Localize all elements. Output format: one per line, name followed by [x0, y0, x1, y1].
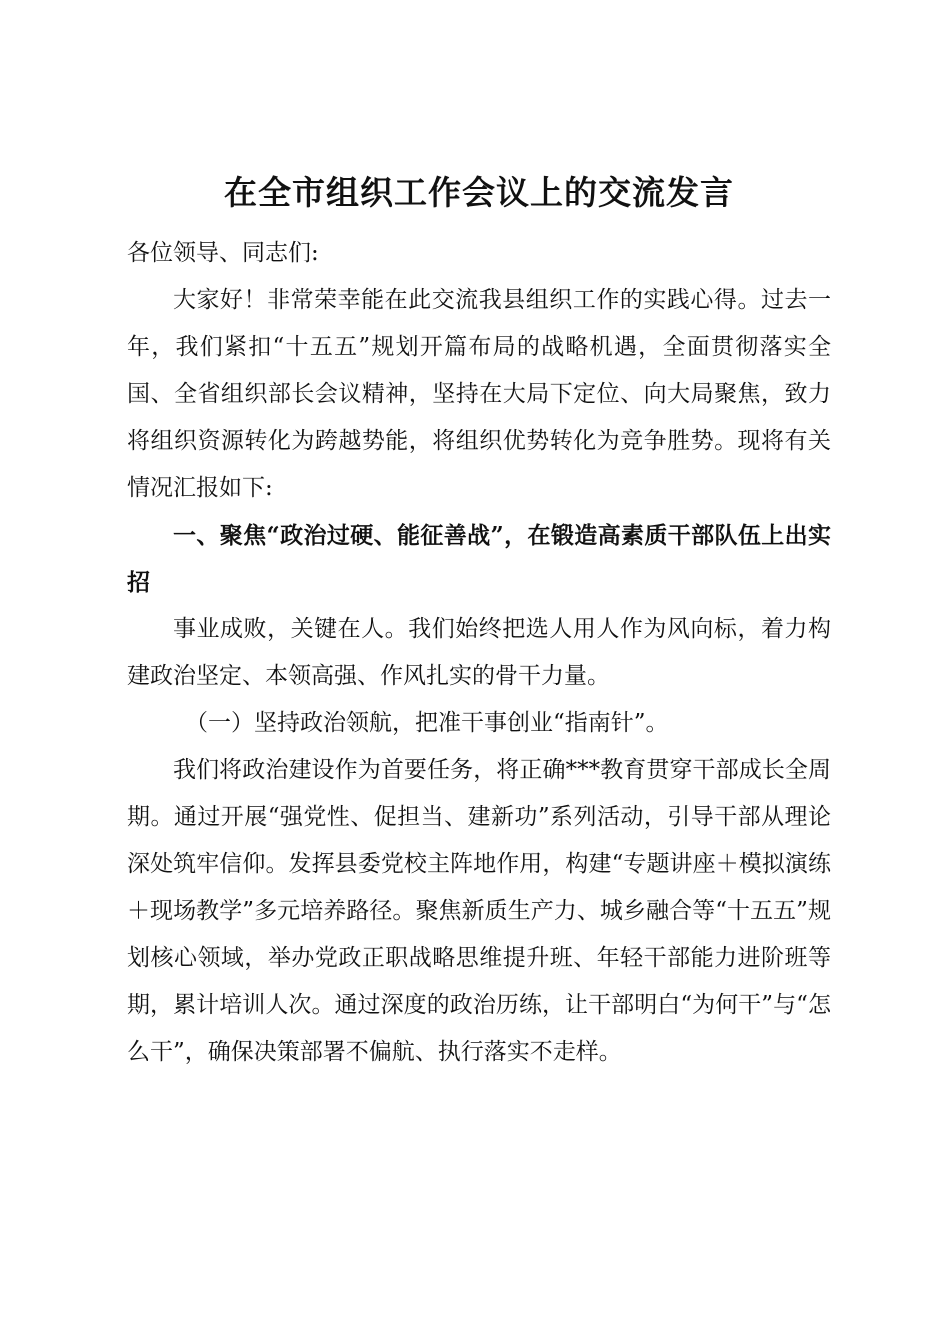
intro-paragraph: 大家好！非常荣幸能在此交流我县组织工作的实践心得。过去一年，我们紧扣“十五五”规划开篇布局的战略机遇，全面贯彻落实全国、全省组织部长会议精神，坚持在大局下定位、向大局聚焦，致力将组织资源转化为跨越势能，将组织优势转化为竞争胜势。现将有关情况汇报如下:	[127, 287, 831, 501]
document-body	[127, 158, 831, 1076]
subsection-heading-1: （一）坚持政治领航，把准干事创业“指南针”。	[185, 710, 669, 736]
body-paragraph: 我们将政治建设作为首要任务，将正确***教育贯穿干部成长全周期。通过开展“强党性、促担当、建新功”系列活动，引导干部从理论深处筑牢信仰。发挥县委党校主阵地作用，构建“专题讲座＋模拟演练＋现场教学”多元培养路径。聚焦新质生产力、城乡融合等“十五五”规划核心领域，举办党政正职战略思维提升班、年轻干部能力进阶班等期，累计培训人次。通过深度的政治历练，让干部明白“为何干”与“怎么干”，确保决策部署不偏航、执行落实不走样。	[127, 757, 831, 1065]
salutation: 各位领导、同志们:	[127, 240, 319, 266]
section-heading-1: 一、聚焦“政治过硬、能征善战”，在锻造高素质干部队伍上出实招	[127, 522, 831, 596]
document-title: 在全市组织工作会议上的交流发言	[224, 173, 734, 212]
section-intro-paragraph: 事业成败，关键在人。我们始终把选人用人作为风向标，着力构建政治坚定、本领高强、作风扎实的骨干力量。	[127, 616, 831, 689]
